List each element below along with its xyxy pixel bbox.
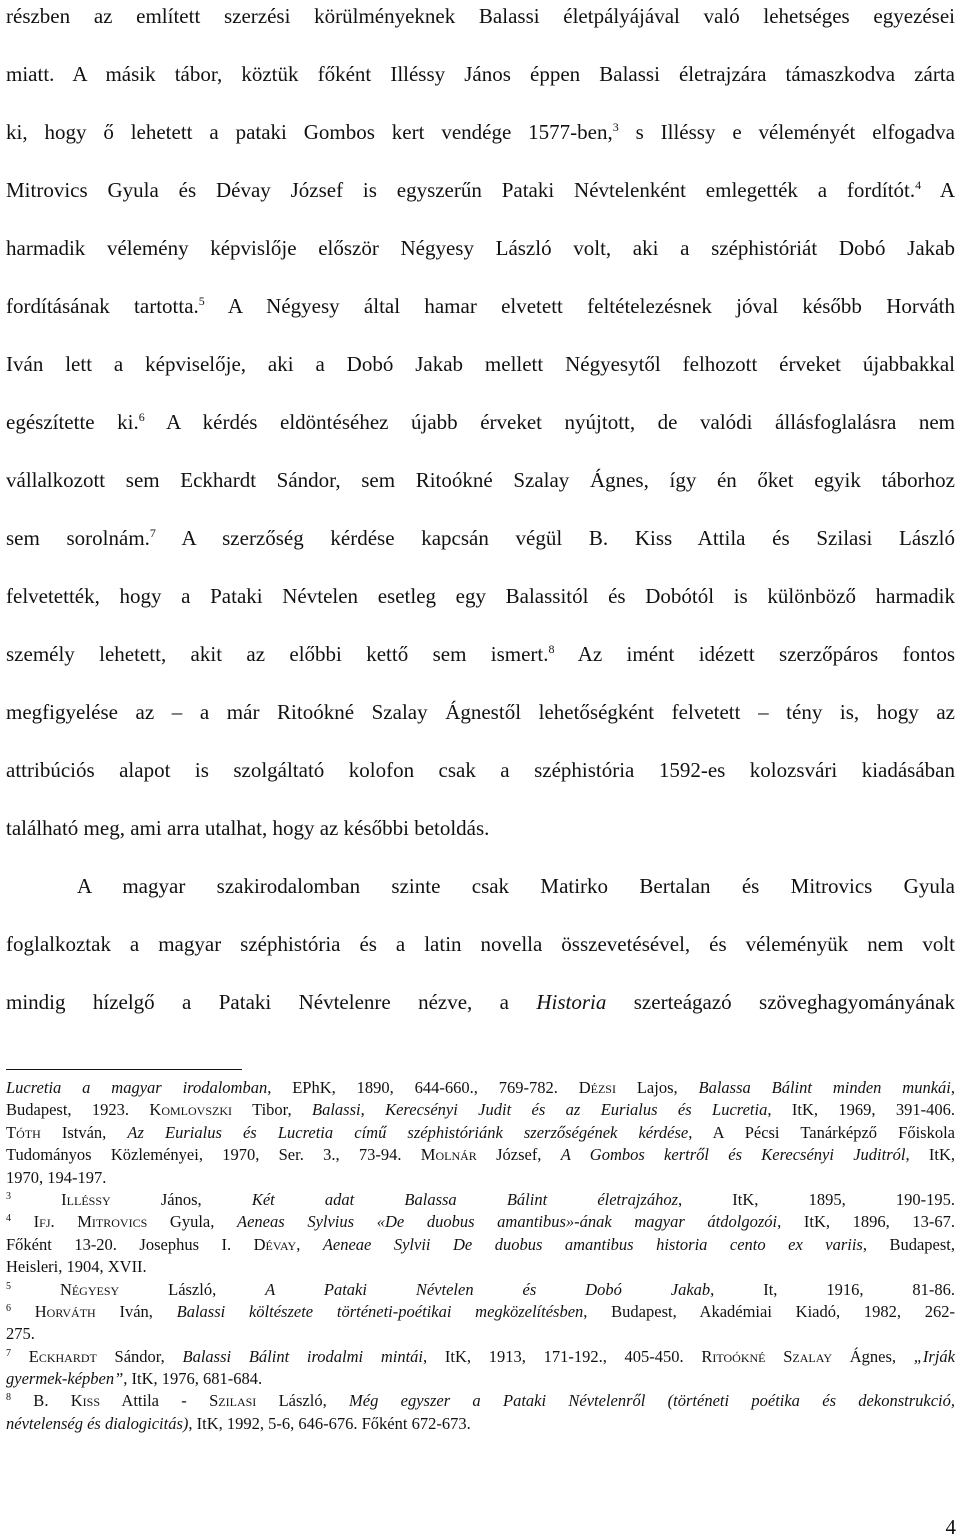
footnote-line [6, 1077, 955, 1099]
text-run: János, [110, 1189, 252, 1209]
body-line [6, 683, 955, 741]
footnote-line [6, 1167, 955, 1189]
footnote-line [6, 1368, 955, 1390]
text-run: B. [11, 1391, 71, 1411]
body-line [6, 335, 955, 393]
footnote-line [6, 1279, 955, 1301]
italic-text: „Irják [913, 1346, 955, 1366]
text-run: ki, hogy ő lehetett a pataki Gombos kert vendége 1577-ben, [6, 120, 613, 144]
footnote-line [6, 1346, 955, 1368]
text-run: , [296, 1234, 323, 1254]
footnote-line [6, 1323, 955, 1345]
footnote-line [6, 1099, 955, 1121]
text-run: Gyula, [147, 1212, 238, 1232]
text-run: , EPhK, 1890, 644-660., 769-782. [267, 1078, 579, 1097]
author-name: Horváth [34, 1301, 96, 1321]
footnote-marker: 4 [6, 1213, 11, 1225]
body-line [6, 857, 955, 915]
footnote-marker: 7 [149, 526, 156, 540]
text-run: József, [476, 1145, 561, 1165]
main-text [6, 0, 955, 1031]
italic-text: Az Eurialus és Lucretia című széphistóriánk szerzőségének kérdése [127, 1122, 689, 1142]
author-name: Komlovszki [149, 1100, 233, 1120]
italic-text: Lucretia a magyar irodalomban [6, 1078, 268, 1097]
footnote-marker: 8 [6, 1392, 11, 1404]
author-name: Ritoókné Szalay [701, 1346, 832, 1366]
text-run: Főként 13-20. Josephus I. [6, 1234, 254, 1254]
text-run: László, [119, 1279, 266, 1299]
text-run: Iván lett a képviselője, aki a Dobó Jakab mellett Négyesytől felhozott érveket újabbakkal [6, 352, 955, 376]
text-run: 275. [6, 1324, 35, 1344]
text-run [11, 1280, 60, 1299]
text-run: Iván, [95, 1301, 177, 1321]
text-run: szerteágazó szöveghagyományának [606, 990, 955, 1014]
italic-text: A Pataki Névtelen és Dobó Jakab [265, 1279, 711, 1299]
text-run: A szerzőség kérdése kapcsán végül B. Kiss Attila és Szilasi László [155, 526, 956, 550]
author-name: Tóth [6, 1122, 41, 1142]
text-run: foglalkoztak a magyar széphistória és a latin novella összevetésével, és véleményük nem volt [6, 932, 955, 956]
text-run: felvetették, hogy a Pataki Névtelen esetleg egy Balassitól és Dobótól is különböző harmadik [6, 584, 955, 608]
text-run: László, [256, 1391, 350, 1411]
footnote-marker: 3 [6, 1190, 11, 1202]
footnote-line [6, 1413, 955, 1435]
text-run: Budapest, 1923. [6, 1100, 150, 1120]
author-name: Szilasi [209, 1391, 257, 1411]
text-run: , ItK, 1895, 190-195. [678, 1189, 956, 1209]
text-run: , [950, 1078, 955, 1097]
footnote-marker: 4 [915, 178, 922, 192]
text-run: sem sorolnám. [6, 526, 150, 550]
text-run: Mitrovics Gyula és Dévay József is egyszerűn Pataki Névtelenként emlegették a fordítót. [6, 178, 916, 202]
text-run: , It, 1916, 81-86. [710, 1279, 956, 1299]
footnote-line [6, 1211, 955, 1233]
author-name: Molnár [420, 1145, 477, 1165]
text-run: miatt. A másik tábor, köztük főként Illéssy János éppen Balassi életrajzára támaszkodva zárta [6, 62, 955, 86]
text-run: személy lehetett, akit az előbbi kettő sem ismert. [6, 642, 549, 666]
text-run: , A Pécsi Tanárképző Főiskola [688, 1122, 955, 1142]
italic-text: Balassi Bálint irodalmi mintái [182, 1346, 424, 1366]
text-run: Az imént idézett szerzőpáros fontos [554, 642, 955, 666]
text-run: található meg, ami arra utalhat, hogy az későbbi betoldás. [6, 816, 490, 840]
body-line [6, 741, 955, 799]
body-line [6, 219, 955, 277]
italic-text: Aeneas Sylvius «De duobus amantibus»-ának magyar átdolgozói [237, 1212, 778, 1232]
italic-text: Még egyszer a Pataki Névtelenről (történeti poétika és dekonstrukció, [349, 1391, 955, 1411]
footnote-line [6, 1390, 955, 1412]
body-line [6, 277, 955, 335]
text-run: Tibor, [232, 1100, 313, 1120]
italic-text: A Gombos kertről és Kerecsényi Juditról [560, 1145, 906, 1165]
text-run: s Illéssy e véleményét elfogadva [618, 120, 955, 144]
author-name: Eckhardt [28, 1346, 97, 1366]
text-run: István, [40, 1122, 128, 1142]
text-run: egészítette ki. [6, 410, 139, 434]
italic-text: névtelenség és dialogicitás) [6, 1413, 189, 1433]
text-run: Ágnes, [831, 1346, 914, 1366]
text-run: A kérdés eldöntéséhez újabb érveket nyújtott, de valódi állásfoglalásra nem [144, 410, 956, 434]
text-run: Sándor, [96, 1346, 183, 1366]
text-run: megfigyelése az – a már Ritoókné Szalay Ágnestől lehetőségként felvetett – tény is, hogy az [6, 700, 955, 724]
footnote-marker: 8 [548, 642, 555, 656]
footnote-line [6, 1256, 955, 1278]
text-run: attribúciós alapot is szolgáltató kolofon csak a széphistória 1592-es kolozsvári kiadásában [6, 758, 955, 782]
author-name: Négyesy [59, 1279, 120, 1299]
text-run: A Négyesy által hamar elvetett feltételezésnek jóval később Horváth [204, 294, 956, 318]
italic-text: Balassi költészete történeti-poétikai megközelítésben [176, 1301, 584, 1321]
italic-text: Két adat Balassa Bálint életrajzához [251, 1189, 678, 1209]
author-name: Ifj. Mitrovics [33, 1212, 148, 1232]
footnote-marker: 7 [6, 1347, 11, 1359]
body-line [6, 45, 955, 103]
author-name: Dévay [253, 1234, 297, 1254]
footnote-marker: 5 [6, 1280, 11, 1292]
text-run: , ItK, 1913, 171-192., 405-450. [423, 1346, 702, 1366]
text-run: Lajos, [615, 1078, 699, 1097]
italic-text: Historia [536, 990, 607, 1014]
footnote-line [6, 1301, 955, 1323]
text-run: részben az említett szerzési körülményeknek Balassi életpályájával való lehetséges egyezései [6, 4, 955, 28]
footnotes [6, 1077, 955, 1435]
body-line [6, 509, 955, 567]
italic-text: Balassi, Kerecsényi Judit és az Eurialus és Lucretia [312, 1100, 768, 1120]
body-line [6, 0, 955, 45]
footnote-line [6, 1144, 955, 1166]
italic-text: Balassa Bálint minden munkái [698, 1078, 951, 1097]
italic-text: gyermek-képben” [6, 1369, 124, 1389]
text-run: , ItK, 1992, 5-6, 646-676. Főként 672-673. [188, 1413, 471, 1433]
text-run: Tudományos Közleményei, 1970, Ser. 3., 73-94. [6, 1145, 421, 1165]
body-line [6, 161, 955, 219]
footnote-line [6, 1189, 955, 1211]
text-run: harmadik vélemény képvislője először Négyesy László volt, aki a széphistóriát Dobó Jakab [6, 236, 955, 260]
text-run [11, 1347, 29, 1366]
text-run: vállalkozott sem Eckhardt Sándor, sem Ritoókné Szalay Ágnes, így én őket egyik táborhoz [6, 468, 955, 492]
author-name: Illéssy [61, 1189, 111, 1209]
body-line [6, 567, 955, 625]
body-line [6, 973, 955, 1031]
page-number: 4 [945, 1515, 956, 1539]
footnote-marker: 3 [612, 120, 619, 134]
footnote-marker: 5 [198, 294, 205, 308]
text-run: fordításának tartotta. [6, 294, 199, 318]
author-name: Dézsi [578, 1078, 616, 1097]
text-run: , ItK, 1969, 391-406. [767, 1100, 955, 1120]
text-run: , Budapest, [862, 1234, 955, 1254]
body-line [6, 103, 955, 161]
footnote-marker: 6 [138, 410, 145, 424]
body-line [6, 393, 955, 451]
text-run: A magyar szakirodalomban szinte csak Matirko Bertalan és Mitrovics Gyula [77, 874, 955, 898]
text-run: 1970, 194-197. [6, 1167, 107, 1187]
text-run: , ItK, 1896, 13-67. [777, 1212, 956, 1232]
footnote-line [6, 1234, 955, 1256]
body-line [6, 799, 955, 857]
body-line [6, 915, 955, 973]
text-run: , ItK, [905, 1145, 956, 1165]
footnote-marker: 6 [6, 1302, 11, 1314]
footnote-separator [6, 1069, 242, 1070]
italic-text: Aeneae Sylvii De duobus amantibus historia cento ex variis [322, 1234, 863, 1254]
body-line [6, 625, 955, 683]
author-name: Kiss [70, 1391, 101, 1411]
text-run: Attila - [100, 1391, 210, 1411]
text-run [11, 1302, 35, 1321]
text-run: Heisleri, 1904, XVII. [6, 1257, 147, 1277]
footnote-line [6, 1122, 955, 1144]
text-run [11, 1212, 34, 1231]
text-run: , Budapest, Akadémiai Kiadó, 1982, 262- [583, 1301, 955, 1321]
text-run [11, 1190, 61, 1209]
text-run: mindig hízelgő a Pataki Névtelenre nézve, a [6, 990, 537, 1014]
text-run: A [921, 178, 955, 202]
body-line [6, 451, 955, 509]
text-run: , ItK, 1976, 681-684. [123, 1369, 263, 1389]
